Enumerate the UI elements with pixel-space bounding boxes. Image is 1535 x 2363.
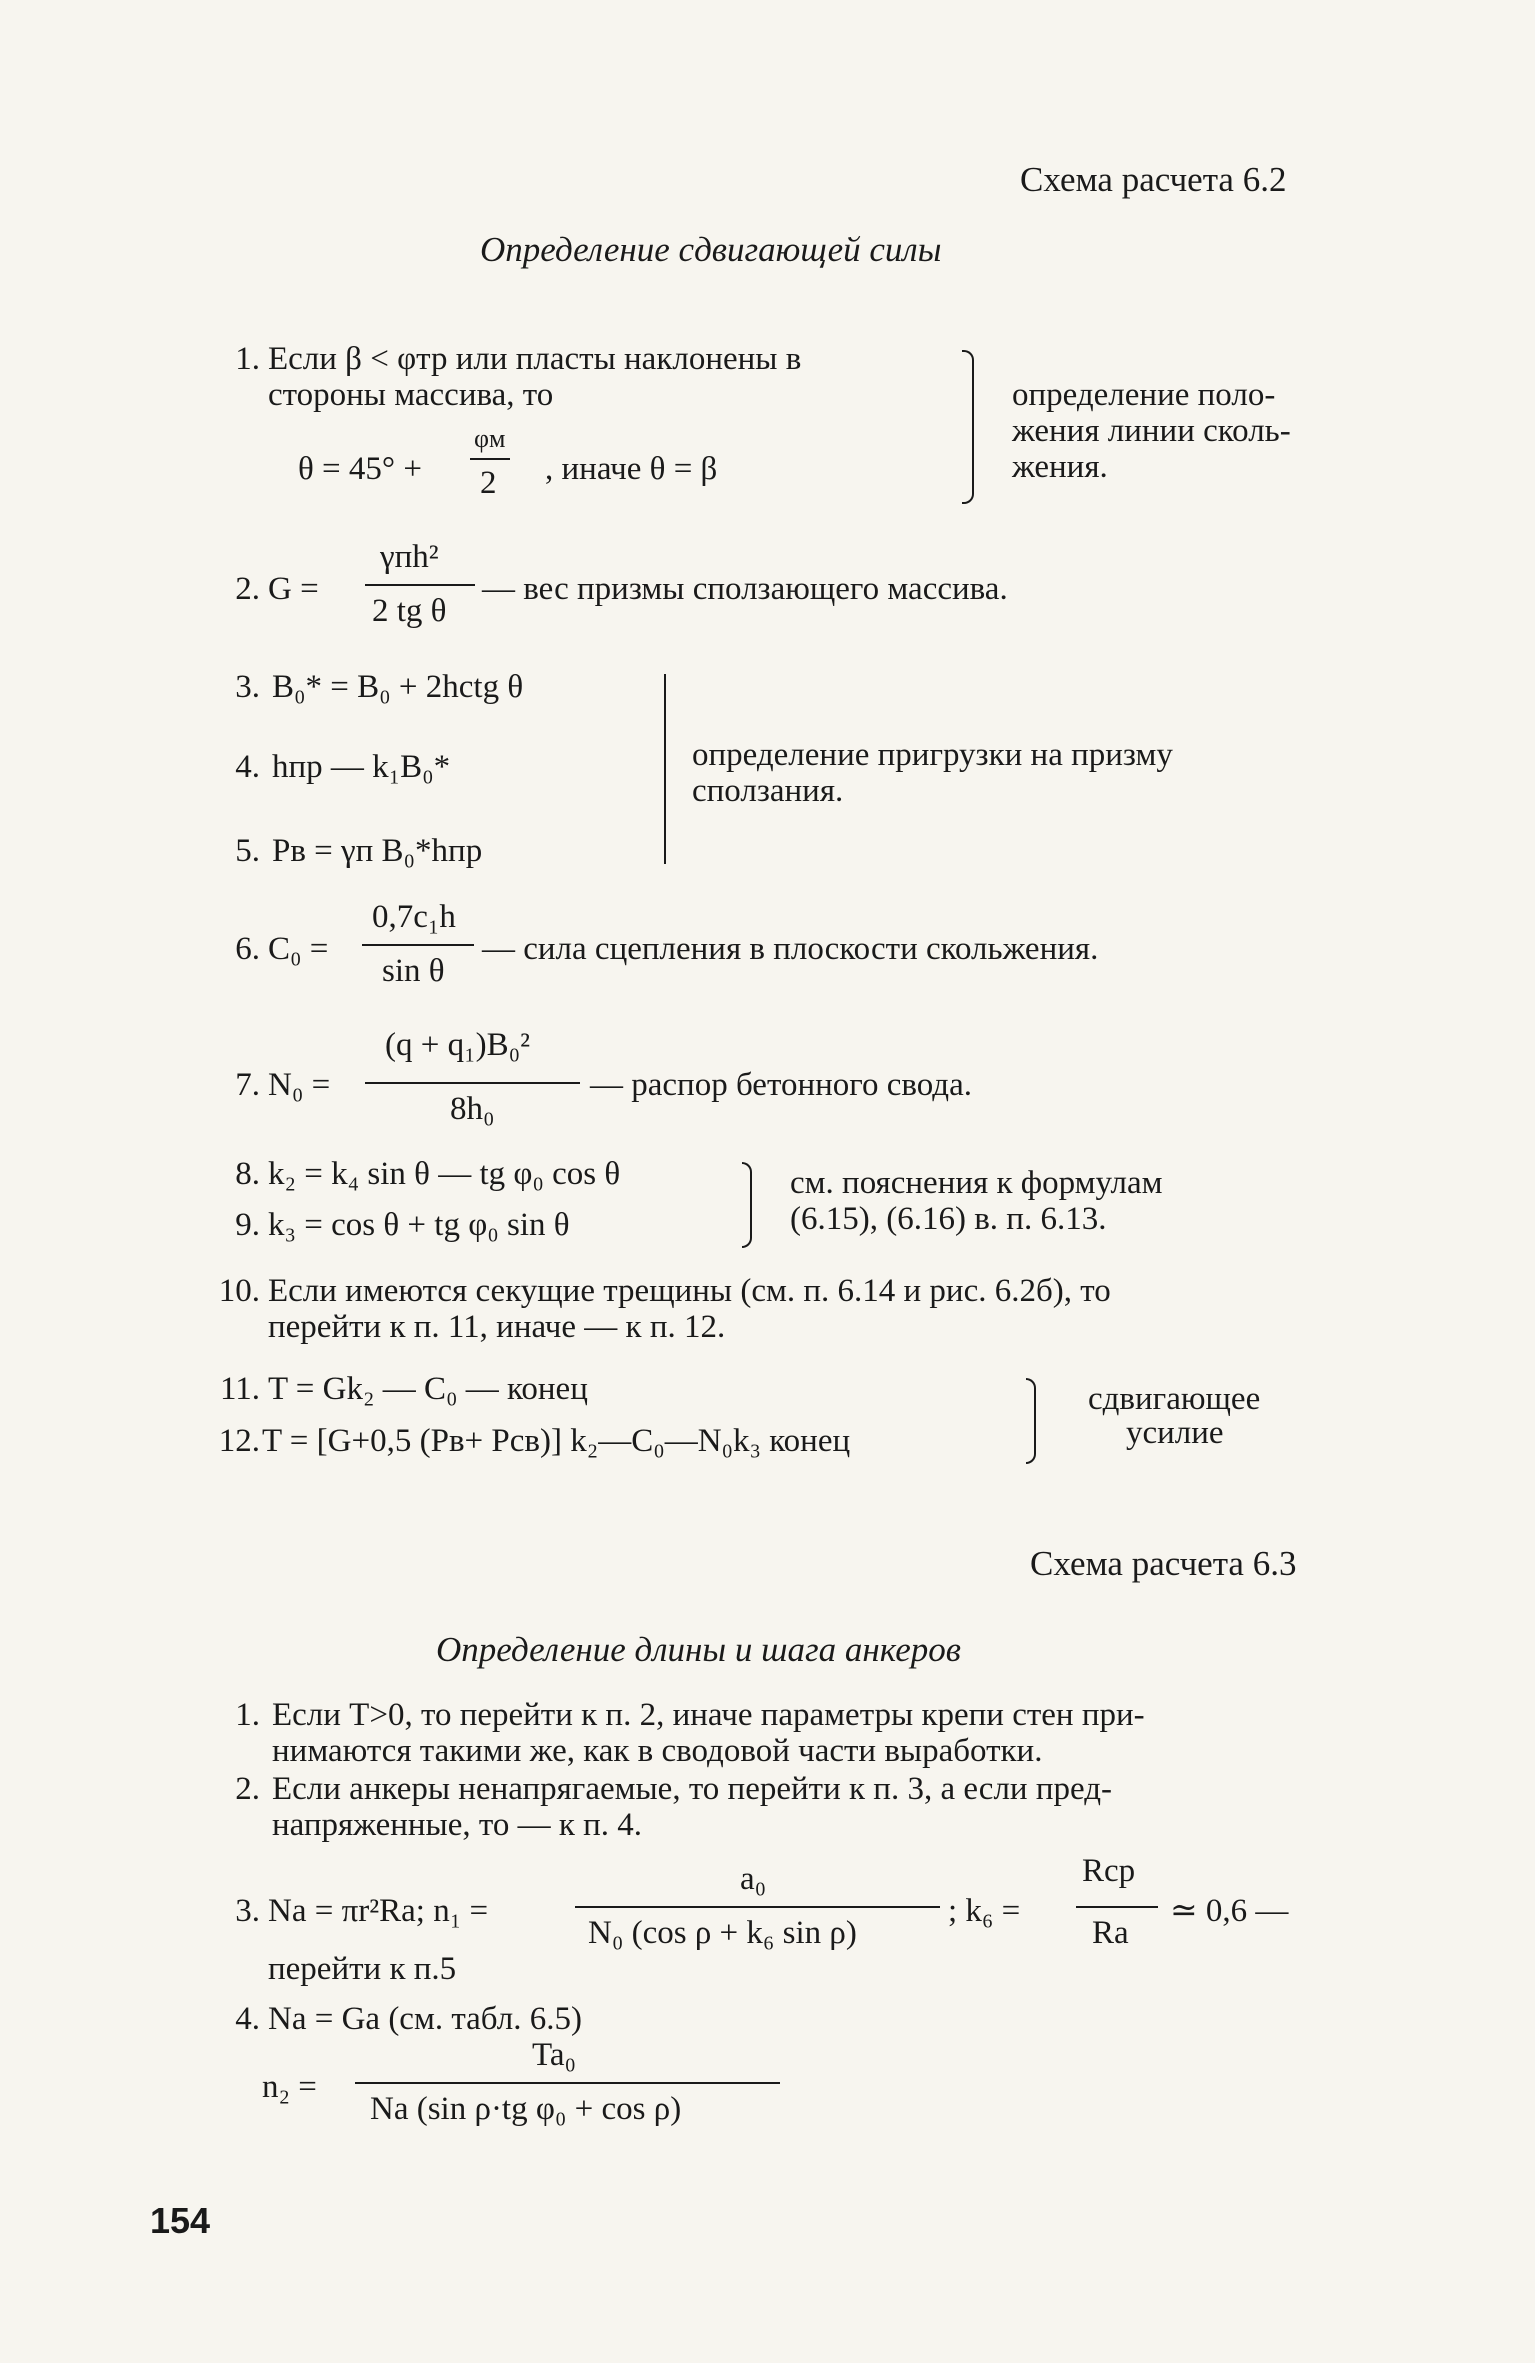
side-note: определение поло- bbox=[1012, 377, 1276, 413]
formula: Pв = γп B₀*hпр bbox=[272, 833, 483, 869]
formula: n₂ = bbox=[262, 2069, 317, 2105]
fraction-numerator: Rср bbox=[1082, 1853, 1136, 1889]
side-note: см. пояснения к формулам bbox=[790, 1165, 1163, 1201]
formula: ≃ 0,6 — bbox=[1170, 1893, 1289, 1929]
formula: hпр — k₁B₀* bbox=[272, 749, 451, 785]
fraction-denominator: 2 bbox=[480, 465, 497, 501]
fraction-line bbox=[365, 1082, 580, 1084]
formula: T = [G+0,5 (Pв+ Pсв)] k₂—C₀—N₀k₃ конец bbox=[262, 1423, 851, 1459]
formula-description: — сила сцепления в плоскости скольжения. bbox=[482, 931, 1099, 967]
formula: θ = 45° + bbox=[298, 451, 422, 487]
formula: C₀ = bbox=[268, 931, 329, 967]
section-title: Определение длины и шага анкеров bbox=[436, 1630, 961, 1669]
fraction-numerator: (q + q₁)B₀² bbox=[385, 1027, 531, 1063]
formula: Nа = πr²Rа; n₁ = bbox=[268, 1893, 489, 1929]
step-text: Если β < φтр или пласты наклонены в bbox=[268, 341, 802, 377]
right-brace bbox=[742, 1162, 752, 1248]
step-text: напряженные, то — к п. 4. bbox=[272, 1807, 643, 1843]
formula: G = bbox=[268, 571, 319, 607]
step-text: Если имеются секущие трещины (см. п. 6.14 и рис. 6.2б), то bbox=[268, 1273, 1111, 1309]
step-number: 1. bbox=[235, 341, 260, 377]
fraction-denominator: 2 tg θ bbox=[372, 593, 447, 629]
formula: k₃ = cos θ + tg φ₀ sin θ bbox=[268, 1207, 570, 1243]
fraction-line bbox=[1076, 1906, 1158, 1908]
step-number: 1. bbox=[235, 1697, 260, 1733]
fraction-denominator: 8h₀ bbox=[450, 1091, 495, 1127]
fraction-line bbox=[355, 2082, 780, 2084]
side-note: сползания. bbox=[692, 773, 844, 809]
formula-description: — вес призмы сползающего массива. bbox=[482, 571, 1008, 607]
right-brace bbox=[962, 350, 974, 504]
fraction-numerator: φм bbox=[474, 424, 506, 453]
fraction-line bbox=[365, 584, 475, 586]
formula: ; k₆ = bbox=[948, 1893, 1021, 1929]
step-text: стороны массива, то bbox=[268, 377, 554, 413]
step-number: 6. bbox=[235, 931, 260, 967]
side-note: сдвигающее bbox=[1088, 1381, 1261, 1417]
step-number: 4. bbox=[235, 749, 260, 785]
fraction-denominator: sin θ bbox=[382, 953, 445, 989]
fraction-line bbox=[362, 944, 474, 946]
formula: , иначе θ = β bbox=[545, 451, 718, 487]
step-text: Если анкеры ненапрягаемые, то перейти к п. 3, а если пред- bbox=[272, 1771, 1112, 1807]
step-number: 9. bbox=[235, 1207, 260, 1243]
section-title: Определение сдвигающей силы bbox=[480, 230, 942, 269]
bracket-line bbox=[664, 674, 666, 864]
step-number: 3. bbox=[235, 1893, 260, 1929]
fraction-numerator: a₀ bbox=[740, 1861, 767, 1897]
formula: N₀ = bbox=[268, 1067, 331, 1103]
fraction-denominator: Rа bbox=[1092, 1915, 1129, 1951]
page-number: 154 bbox=[150, 2200, 211, 2241]
formula: T = Gk₂ — C₀ — конец bbox=[268, 1371, 588, 1407]
fraction-denominator: Nа (sin ρ·tg φ₀ + cos ρ) bbox=[370, 2091, 682, 2127]
step-text: перейти к п.5 bbox=[268, 1951, 457, 1987]
step-text: нимаются такими же, как в сводовой части выработки. bbox=[272, 1733, 1043, 1769]
side-note: усилие bbox=[1126, 1415, 1224, 1451]
right-brace bbox=[1026, 1378, 1036, 1464]
step-number: 10. bbox=[218, 1273, 260, 1309]
side-note: жения линии сколь- bbox=[1012, 413, 1291, 449]
formula: B₀* = B₀ + 2hctg θ bbox=[272, 669, 524, 705]
fraction-numerator: 0,7c₁h bbox=[372, 899, 456, 935]
side-note: определение пригрузки на призму bbox=[692, 737, 1173, 773]
step-number: 2. bbox=[235, 571, 260, 607]
fraction-numerator: Ta₀ bbox=[532, 2037, 577, 2073]
fraction-line bbox=[575, 1906, 940, 1908]
step-text: Если T>0, то перейти к п. 2, иначе параметры крепи стен при- bbox=[272, 1697, 1145, 1733]
step-number: 12. bbox=[218, 1423, 260, 1459]
step-number: 8. bbox=[235, 1156, 260, 1192]
step-text: перейти к п. 11, иначе — к п. 12. bbox=[268, 1309, 726, 1345]
step-number: 11. bbox=[219, 1371, 260, 1407]
side-note: (6.15), (6.16) в. п. 6.13. bbox=[790, 1201, 1107, 1237]
side-note: жения. bbox=[1012, 449, 1108, 485]
step-number: 7. bbox=[235, 1067, 260, 1103]
step-number: 2. bbox=[235, 1771, 260, 1807]
scheme-header: Схема расчета 6.3 bbox=[1030, 1544, 1297, 1583]
fraction-numerator: γпh² bbox=[380, 539, 439, 575]
step-number: 5. bbox=[235, 833, 260, 869]
formula: Nа = Gа (см. табл. 6.5) bbox=[268, 2001, 582, 2037]
fraction-denominator: N₀ (cos ρ + k₆ sin ρ) bbox=[588, 1915, 857, 1951]
formula-description: — распор бетонного свода. bbox=[590, 1067, 972, 1103]
step-number: 3. bbox=[235, 669, 260, 705]
scheme-header: Схема расчета 6.2 bbox=[1020, 160, 1287, 199]
formula: k₂ = k₄ sin θ — tg φ₀ cos θ bbox=[268, 1156, 621, 1192]
step-number: 4. bbox=[235, 2001, 260, 2037]
fraction-line bbox=[470, 458, 510, 460]
